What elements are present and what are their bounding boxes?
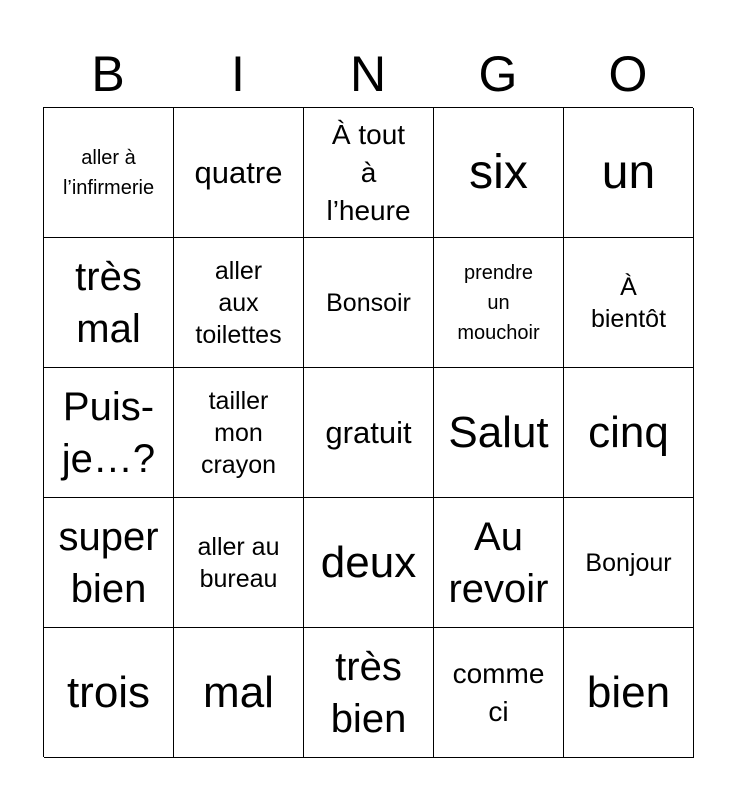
cell-text: Au revoir bbox=[448, 514, 549, 611]
cell-text: aller à l’infirmerie bbox=[62, 146, 155, 199]
cell-text: comme ci bbox=[452, 657, 545, 727]
bingo-cell[interactable] bbox=[564, 498, 694, 628]
cell-text: mal bbox=[203, 667, 274, 717]
bingo-cell[interactable] bbox=[44, 238, 174, 368]
bingo-cell[interactable] bbox=[304, 498, 434, 628]
header-letter-o: O bbox=[608, 46, 648, 102]
bingo-grid bbox=[43, 107, 693, 757]
cell-text: Salut bbox=[448, 407, 549, 457]
cell-text: aller aux toilettes bbox=[195, 256, 282, 349]
header-letter-n: N bbox=[349, 46, 387, 102]
cell-text: six bbox=[469, 145, 528, 199]
bingo-cell[interactable] bbox=[174, 108, 304, 238]
cell-text: deux bbox=[320, 537, 417, 587]
header-letter-g: G bbox=[478, 46, 518, 102]
cell-text: bien bbox=[586, 667, 671, 717]
bingo-cell[interactable] bbox=[304, 368, 434, 498]
cell-text: trois bbox=[66, 667, 151, 717]
bingo-cell[interactable] bbox=[44, 628, 174, 758]
bingo-cell[interactable] bbox=[44, 498, 174, 628]
cell-text: À tout à l’heure bbox=[326, 118, 411, 226]
bingo-cell[interactable] bbox=[434, 498, 564, 628]
bingo-cell[interactable] bbox=[434, 628, 564, 758]
bingo-cell[interactable] bbox=[44, 108, 174, 238]
bingo-cell[interactable] bbox=[434, 368, 564, 498]
cell-text: un bbox=[601, 145, 656, 199]
bingo-cell[interactable] bbox=[174, 498, 304, 628]
cell-text: Puis- je…? bbox=[61, 384, 156, 481]
bingo-cell[interactable] bbox=[304, 238, 434, 368]
header-letter-b: B bbox=[91, 46, 125, 102]
cell-text: Bonsoir bbox=[326, 288, 411, 317]
bingo-cell[interactable] bbox=[174, 368, 304, 498]
bingo-cell[interactable] bbox=[564, 628, 694, 758]
cell-text: quatre bbox=[194, 154, 283, 190]
cell-text: très mal bbox=[75, 254, 142, 351]
bingo-cell[interactable] bbox=[174, 238, 304, 368]
bingo-cell[interactable] bbox=[434, 238, 564, 368]
cell-text: prendre un mouchoir bbox=[457, 261, 540, 344]
bingo-cell[interactable] bbox=[564, 108, 694, 238]
header-letter-i: I bbox=[231, 46, 245, 102]
cell-text: À bientôt bbox=[590, 272, 667, 333]
cell-text: Bonjour bbox=[585, 548, 672, 577]
bingo-cell[interactable] bbox=[304, 108, 434, 238]
cell-text: tailler mon crayon bbox=[200, 386, 277, 479]
cell-text: très bien bbox=[330, 644, 407, 741]
bingo-cell[interactable] bbox=[304, 628, 434, 758]
cell-text: cinq bbox=[588, 407, 669, 457]
bingo-cell[interactable] bbox=[564, 238, 694, 368]
bingo-cell[interactable] bbox=[564, 368, 694, 498]
cell-text: gratuit bbox=[325, 414, 412, 450]
cell-text: super bien bbox=[58, 514, 159, 611]
bingo-cell[interactable] bbox=[174, 628, 304, 758]
bingo-header bbox=[43, 40, 693, 108]
cell-text: aller au bureau bbox=[197, 532, 280, 593]
bingo-cell[interactable] bbox=[434, 108, 564, 238]
bingo-cell[interactable] bbox=[44, 368, 174, 498]
